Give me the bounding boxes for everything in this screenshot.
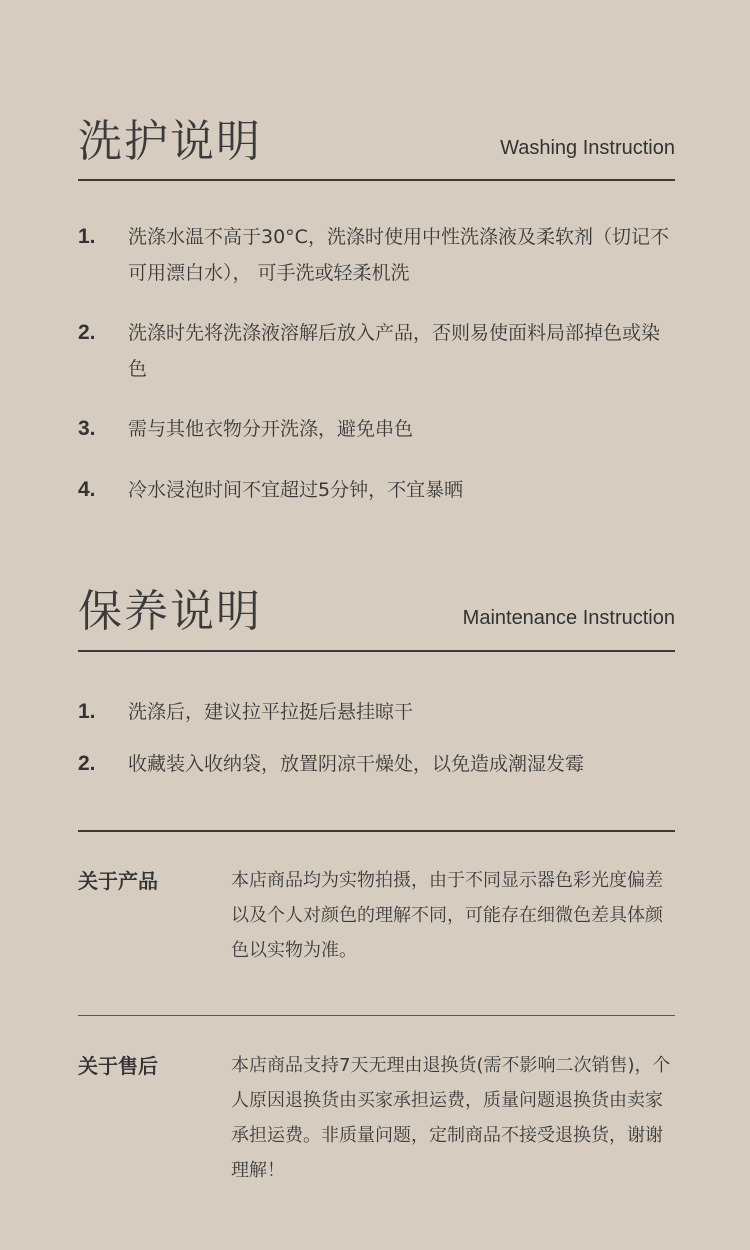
- maintenance-item-1: [78, 694, 675, 730]
- washing-item-4-number: 4.: [78, 478, 96, 501]
- washing-item-1: [78, 219, 675, 291]
- after-sales-label: 关于售后: [78, 1054, 158, 1078]
- washing-item-2: [78, 315, 675, 387]
- maintenance-title-en: Maintenance Instruction: [462, 607, 675, 629]
- maintenance-divider: [78, 650, 675, 652]
- washing-divider: [78, 179, 675, 181]
- maintenance-item-2: [78, 746, 675, 782]
- washing-item-3-number: 3.: [78, 417, 96, 440]
- washing-item-2-text: 洗涤时先将洗涤液溶解后放入产品，否则易使面料局部掉色或染色: [128, 322, 661, 380]
- about-product-text: 本店商品均为实物拍摄，由于不同显示器色彩光度偏差以及个人对颜色的理解不同，可能存在细微色差具体颜色以实物为准。: [231, 870, 663, 961]
- washing-header: [78, 100, 675, 170]
- maintenance-item-1-text: 洗涤后，建议拉平拉挺后悬挂晾干: [128, 701, 414, 723]
- washing-title-en: Washing Instruction: [500, 137, 675, 159]
- about-product-divider: [78, 830, 675, 832]
- washing-item-2-number: 2.: [78, 321, 96, 344]
- after-sales-section: [78, 1048, 675, 1193]
- maintenance-item-2-text: 收藏装入收纳袋，放置阴凉干燥处，以免造成潮湿发霉: [128, 753, 585, 775]
- maintenance-item-2-number: 2.: [78, 752, 96, 775]
- after-sales-divider: [78, 1015, 675, 1016]
- washing-title-cn: 洗护说明: [78, 116, 262, 167]
- about-product-section: [78, 863, 675, 973]
- washing-item-4: [78, 472, 675, 508]
- washing-item-3: [78, 411, 675, 447]
- maintenance-item-1-number: 1.: [78, 700, 96, 723]
- maintenance-title-cn: 保养说明: [78, 586, 262, 637]
- washing-item-1-text: 洗涤水温不高于30°C，洗涤时使用中性洗涤液及柔软剂（切记不可用漂白水）， 可手洗或轻柔机洗: [128, 226, 669, 284]
- washing-item-4-text: 冷水浸泡时间不宜超过5分钟，不宜暴晒: [128, 479, 464, 501]
- washing-item-3-text: 需与其他衣物分开洗涤，避免串色: [128, 418, 414, 440]
- after-sales-text: 本店商品支持7天无理由退换货(需不影响二次销售)，个人原因退换货由买家承担运费，质量问题退换货由卖家承担运费。非质量问题，定制商品不接受退换货，谢谢理解！: [231, 1055, 671, 1181]
- washing-item-1-number: 1.: [78, 225, 96, 248]
- about-product-label: 关于产品: [78, 869, 158, 893]
- maintenance-header: [78, 570, 675, 640]
